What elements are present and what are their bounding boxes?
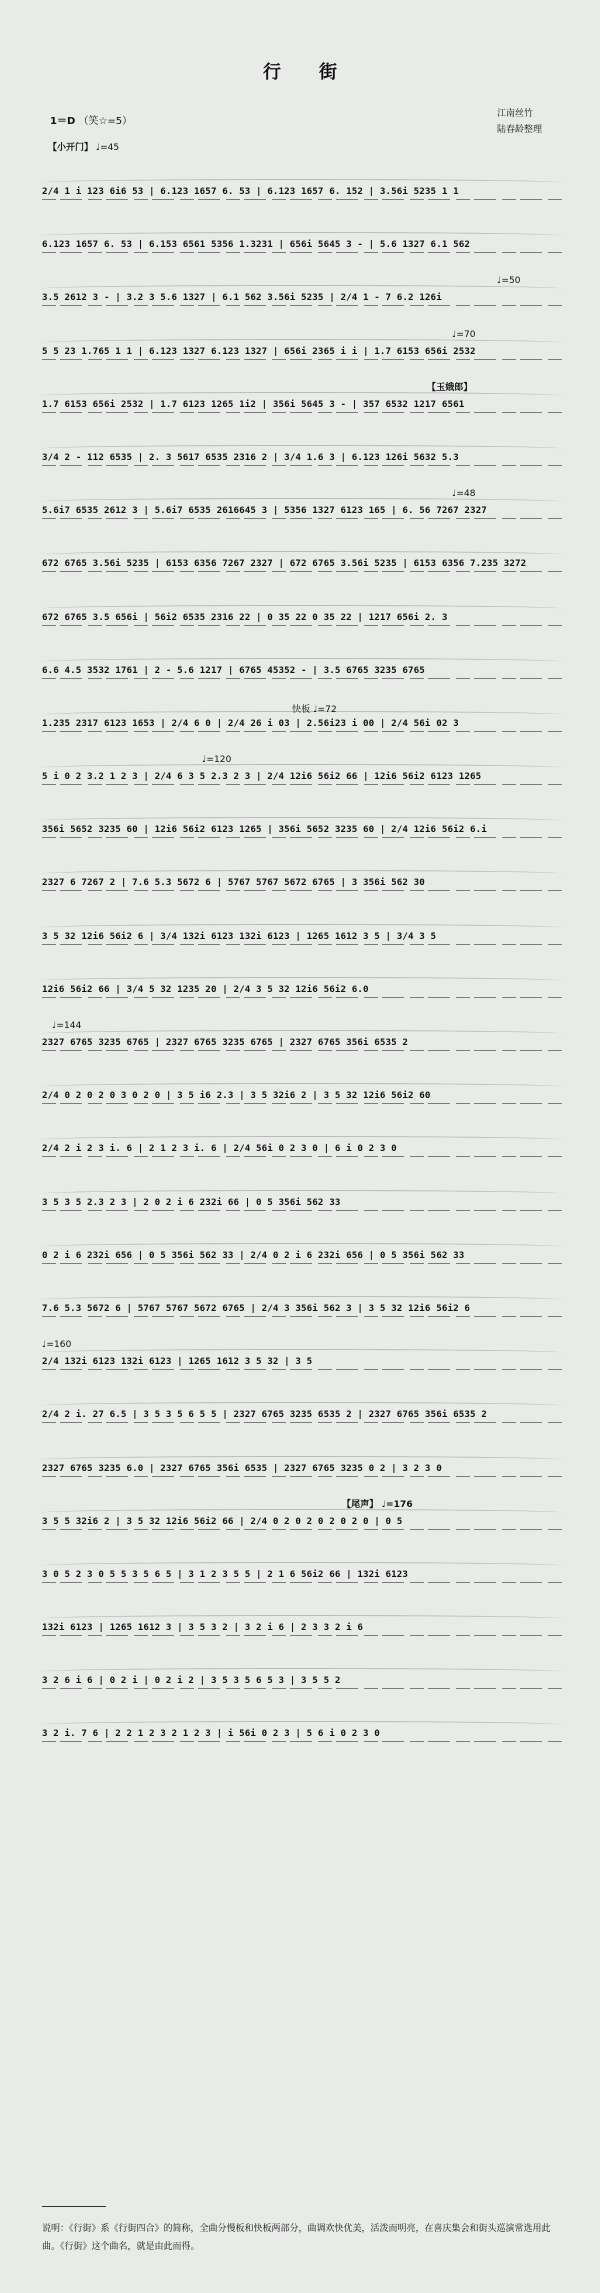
staff-row (42, 219, 562, 272)
slur-marks (42, 1349, 562, 1356)
beam-marks (42, 518, 562, 519)
beam-marks (42, 1369, 562, 1370)
tempo-annotation: ♩=48 (452, 489, 476, 500)
beam-marks (42, 1635, 562, 1636)
key-detail: （笑☆=5） (78, 116, 133, 127)
staff-row (42, 1443, 562, 1496)
staff-row (42, 1708, 562, 1761)
beam-marks (42, 837, 562, 838)
slur-marks (42, 179, 562, 186)
notation-line: 2327 6765 3235 6.0 | 2327 6765 356i 6535 | 2327 6765 3235 0 2 | 3 2 3 0 (42, 1462, 442, 1474)
arranger-line: 陆春龄整理 (496, 125, 542, 135)
tempo-annotation: ♩=144 (52, 1021, 82, 1031)
staff-row (42, 1389, 562, 1442)
notation-line: 6.6 4.5 3532 1761 | 2 - 5.6 1217 | 6765 45352 - | 3.5 6765 3235 6765 (42, 664, 425, 676)
credits (497, 106, 542, 138)
notation-line: 672 6765 3.5 656i | 56i2 6535 2316 22 | 0 35 22 0 35 22 | 1217 656i 2. 3 (42, 611, 448, 623)
tempo-annotation: 快板 ♩=72 (292, 704, 337, 715)
tempo-annotation: ♩=120 (202, 755, 232, 766)
notation-line: 2327 6765 3235 6765 | 2327 6765 3235 6765 | 2327 6765 356i 6535 2 (42, 1037, 409, 1048)
section-heading: 【玉娥郎】 (427, 382, 473, 393)
slur-marks (42, 1190, 562, 1197)
slur-marks (42, 1243, 562, 1250)
staff-row (42, 1017, 562, 1070)
key-signature (50, 112, 132, 127)
staff-row (42, 326, 562, 379)
notation-line: 3 2 6 i 6 | 0 2 i | 0 2 i 2 | 3 5 3 5 6 5 3 | 3 5 5 2 (42, 1675, 341, 1687)
staff-row (42, 432, 562, 485)
staff-row (42, 911, 562, 964)
staff-row (42, 1177, 562, 1230)
slur-marks (42, 551, 562, 558)
slur-marks (42, 1083, 562, 1090)
slur-marks (42, 285, 562, 292)
slur-marks (42, 339, 562, 346)
staff-row (42, 1283, 562, 1336)
slur-marks (42, 870, 562, 877)
staff-row (42, 645, 562, 698)
notation-line: 2/4 132i 6123 132i 6123 | 1265 1612 3 5 32 | 3 5 (42, 1356, 313, 1368)
staff-row (42, 804, 562, 857)
slur-marks (42, 232, 562, 239)
slur-marks (42, 1562, 562, 1569)
notation-line: 672 6765 3.56i 5235 | 6153 6356 7267 2327 | 672 6765 3.56i 5235 | 6153 6356 7.235 3272 (42, 558, 527, 570)
beam-marks (42, 731, 562, 732)
tempo-mark: ♩=45 (95, 143, 120, 153)
slur-marks (42, 924, 562, 931)
notation-line: 2327 6 7267 2 | 7.6 5.3 5672 6 | 5767 5767 5672 6765 | 3 356i 562 30 (42, 877, 425, 889)
tempo-annotation: ♩=160 (42, 1340, 72, 1351)
notation-line: 5 5 23 1.765 1 1 | 6.123 1327 6.123 1327 | 656i 2365 i i | 1.7 6153 656i 2532 (42, 345, 476, 357)
notation-line: 3 5 5 32i6 2 | 3 5 32 12i6 56i2 66 | 2/4 0 2 0 2 0 2 0 2 0 | 0 5 (42, 1515, 403, 1527)
tempo-annotation: ♩=50 (497, 276, 521, 287)
staff-row (42, 857, 562, 910)
score-staves (42, 166, 562, 1762)
notation-line: 2/4 1 i 123 6i6 53 | 6.123 1657 6. 53 | 6.123 1657 6. 152 | 3.56i 5235 1 1 (42, 186, 459, 197)
section-heading: 【尾声】 ♩=176 (342, 1499, 413, 1510)
opening-tempo (48, 140, 119, 153)
beam-marks (42, 412, 562, 413)
notation-line: 3 5 32 12i6 56i2 6 | 3/4 132i 6123 132i 6123 | 1265 1612 3 5 | 3/4 3 5 (42, 930, 437, 942)
beam-marks (42, 465, 562, 466)
slur-marks (42, 445, 562, 452)
slur-marks (42, 1721, 562, 1728)
notation-line: 3 2 i. 7 6 | 2 2 1 2 3 2 1 2 3 | i 56i 0 2 3 | 5 6 i 0 2 3 0 (42, 1728, 380, 1740)
tempo-annotation: ♩=70 (452, 329, 476, 340)
beam-marks (42, 1050, 562, 1051)
key-label: 1＝D (50, 116, 76, 127)
notation-line: 356i 5652 3235 60 | 12i6 56i2 6123 1265 | 356i 5652 3235 60 | 2/4 12i6 56i2 6.i (42, 824, 487, 836)
notation-line: 2/4 2 i 2 3 i. 6 | 2 1 2 3 i. 6 | 2/4 56i 0 2 3 0 | 6 i 0 2 3 0 (42, 1143, 397, 1155)
staff-row (42, 1496, 562, 1549)
beam-marks (42, 1741, 562, 1742)
slur-marks (42, 498, 562, 505)
source-line: 江南丝竹 (496, 109, 533, 119)
staff-row (42, 1070, 562, 1123)
explanation-text: 说明：《行街》系《行街四合》的简称，全曲分慢板和快板两部分，曲调欢快优美，活泼而明亮，在喜庆集会和街头巡演常选用此曲。《行街》这个曲名，就是由此而得。 (42, 2224, 551, 2252)
beam-marks (42, 1103, 562, 1104)
beam-marks (42, 1688, 562, 1689)
beam-marks (42, 1263, 562, 1264)
notation-line: 6.123 1657 6. 53 | 6.153 6561 5356 1.3231 | 656i 5645 3 - | 5.6 1327 6.1 562 (42, 239, 470, 251)
staff-row (42, 1655, 562, 1708)
staff-row (42, 592, 562, 645)
notation-line: 1.7 6153 656i 2532 | 1.7 6123 1265 1i2 | 356i 5645 3 - | 357 6532 1217 6561 (42, 398, 465, 410)
staff-row (42, 166, 562, 219)
notation-line: 0 2 i 6 232i 656 | 0 5 356i 562 33 | 2/4 0 2 i 6 232i 656 | 0 5 356i 562 33 (42, 1249, 465, 1261)
notation-line: 2/4 0 2 0 2 0 3 0 2 0 | 3 5 i6 2.3 | 3 5 32i6 2 | 3 5 32 12i6 56i2 60 (42, 1090, 431, 1102)
staff-row (42, 1602, 562, 1655)
page-title: 行街 (263, 62, 375, 83)
staff-row (42, 272, 562, 325)
beam-marks (42, 571, 562, 572)
beam-marks (42, 1476, 562, 1477)
beam-marks (42, 1529, 562, 1530)
beam-marks (42, 784, 562, 785)
notation-line: 7.6 5.3 5672 6 | 5767 5767 5672 6765 | 2/4 3 356i 562 3 | 3 5 32 12i6 56i2 6 (42, 1302, 470, 1314)
staff-row (42, 1336, 562, 1389)
beam-marks (42, 199, 562, 200)
staff-row (42, 751, 562, 804)
explanation-note (42, 2220, 562, 2256)
notation-line: 3.5 2612 3 - | 3.2 3 5.6 1327 | 6.1 562 3.56i 5235 | 2/4 1 - 7 6.2 126i (42, 292, 442, 304)
staff-row (42, 485, 562, 538)
notation-line: 5 i 0 2 3.2 1 2 3 | 2/4 6 3 5 2.3 2 3 | 2/4 12i6 56i2 66 | 12i6 56i2 6123 1265 (42, 771, 482, 783)
notation-line: 132i 6123 | 1265 1612 3 | 3 5 3 2 | 3 2 i 6 | 2 3 3 2 i 6 (42, 1622, 363, 1634)
beam-marks (42, 625, 562, 626)
slur-marks (42, 1668, 562, 1675)
slur-marks (42, 1615, 562, 1622)
slur-marks (42, 392, 562, 399)
beam-marks (42, 1156, 562, 1157)
slur-marks (42, 605, 562, 612)
beam-marks (42, 1316, 562, 1317)
notation-line: 5.6i7 6535 2612 3 | 5.6i7 6535 2616645 3 | 5356 1327 6123 165 | 6. 56 7267 2327 (42, 505, 487, 517)
staff-row (42, 538, 562, 591)
beam-marks (42, 252, 562, 253)
slur-marks (42, 1136, 562, 1143)
beam-marks (42, 1582, 562, 1583)
slur-marks (42, 1030, 562, 1037)
beam-marks (42, 359, 562, 360)
slur-marks (42, 1296, 562, 1303)
beam-marks (42, 678, 562, 679)
notation-line: 2/4 2 i. 27 6.5 | 3 5 3 5 6 5 5 | 2327 6765 3235 6535 2 | 2327 6765 356i 6535 2 (42, 1409, 487, 1421)
slur-marks (42, 764, 562, 771)
staff-row (42, 1123, 562, 1176)
slur-marks (42, 1509, 562, 1516)
beam-marks (42, 1210, 562, 1211)
beam-marks (42, 944, 562, 945)
slur-marks (42, 658, 562, 665)
notation-line: 3/4 2 - 112 6535 | 2. 3 5617 6535 2316 2 | 3/4 1.6 3 | 6.123 126i 5632 5.3 (42, 451, 459, 463)
slur-marks (42, 817, 562, 824)
beam-marks (42, 890, 562, 891)
slur-marks (42, 1456, 562, 1463)
section-label: 【小开门】 (48, 143, 94, 153)
beam-marks (42, 997, 562, 998)
staff-row (42, 698, 562, 751)
beam-marks (42, 1422, 562, 1423)
notation-line: 3 5 3 5 2.3 2 3 | 2 0 2 i 6 232i 66 | 0 5 356i 562 33 (42, 1196, 341, 1208)
slur-marks (42, 1402, 562, 1409)
beam-marks (42, 305, 562, 306)
staff-row (42, 1230, 562, 1283)
slur-marks (42, 977, 562, 984)
notation-line: 12i6 56i2 66 | 3/4 5 32 1235 20 | 2/4 3 5 32 12i6 56i2 6.0 (42, 983, 369, 995)
notation-line: 3 0 5 2 3 0 5 5 3 5 6 5 | 3 1 2 3 5 5 | 2 1 6 56i2 66 | 132i 6123 (42, 1568, 409, 1580)
staff-row (42, 964, 562, 1017)
notation-line: 1.235 2317 6123 1653 | 2/4 6 0 | 2/4 26 i 03 | 2.56i23 i 00 | 2/4 56i 02 3 (42, 717, 459, 729)
staff-row (42, 379, 562, 432)
note-divider (42, 2206, 106, 2207)
staff-row (42, 1549, 562, 1602)
